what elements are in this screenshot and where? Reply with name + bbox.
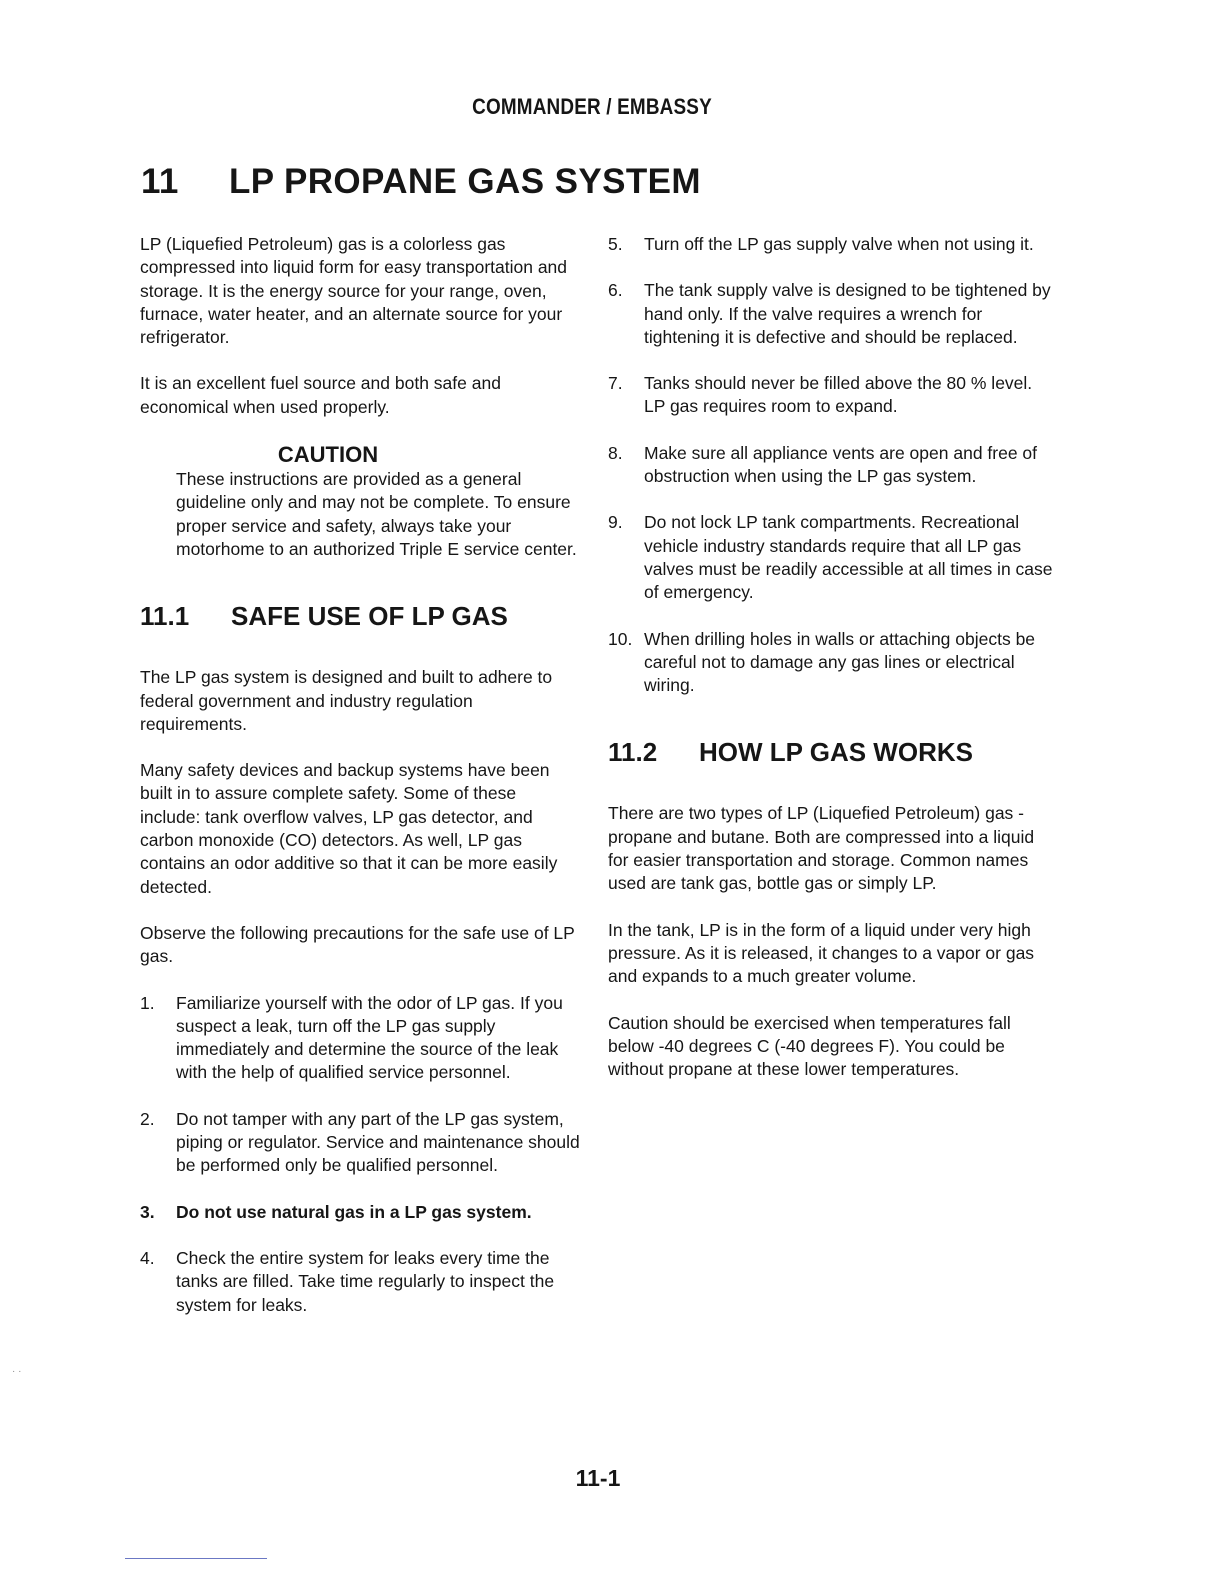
section-1-paragraph-3: Observe the following precautions for the safe use of LP gas.	[140, 922, 575, 967]
section-2-paragraph-3: Caution should be exercised when temperatures fall below -40 degrees C (-40 degrees F). You could be without propane at these lower temperatures.	[608, 1012, 1011, 1080]
list-marker: 10.	[608, 628, 633, 649]
footer-rule	[125, 1558, 267, 1559]
right-column	[608, 233, 1058, 1104]
list-marker: 6.	[608, 280, 623, 301]
list-item	[140, 1108, 580, 1178]
intro-paragraph-1: LP (Liquefied Petroleum) gas is a colorless gas compressed into liquid form for easy transportation and storage. It is the energy source for your range, oven, furnace, water heater, and an alternate source for your refrigerator.	[140, 234, 568, 348]
list-item	[140, 1247, 580, 1317]
section-2-paragraph-1: There are two types of LP (Liquefied Petroleum) gas - propane and butane. Both are compressed into a liquid for easier transportation and storage. Common names used are tank gas, bottle gas or simply LP.	[608, 803, 1035, 894]
section-title: HOW LP GAS WORKS	[699, 737, 973, 768]
intro-paragraph-2: It is an excellent fuel source and both safe and economical when used properly.	[140, 373, 501, 417]
list-item	[608, 233, 1058, 256]
precautions-list-part-1	[140, 992, 580, 1317]
list-item-text: Familiarize yourself with the odor of LP gas. If you suspect a leak, turn off the LP gas supply immediately and determine the source of the leak with the help of qualified service personnel.	[176, 992, 563, 1083]
precautions-list-part-2	[608, 233, 1058, 697]
list-marker: 7.	[608, 373, 623, 394]
list-item-text: Turn off the LP gas supply valve when not using it.	[644, 234, 1034, 254]
list-item	[608, 372, 1058, 419]
list-item-text: The tank supply valve is designed to be tightened by hand only. If the valve requires a wrench for tightening it is defective and should be replaced.	[644, 280, 1051, 347]
list-marker: 9.	[608, 512, 623, 533]
list-item	[140, 992, 580, 1085]
list-marker: 3.	[140, 1201, 155, 1222]
section-heading-11-2	[608, 737, 1058, 767]
section-2-paragraph-2: In the tank, LP is in the form of a liquid under very high pressure. As it is released, it changes to a vapor or gas and expands to a much greater volume.	[608, 919, 1035, 987]
list-marker: 5.	[608, 234, 623, 254]
list-marker: 4.	[140, 1247, 155, 1268]
list-marker: 2.	[140, 1108, 155, 1129]
page-number: 11-1	[575, 1465, 621, 1491]
list-item-text: Tanks should never be filled above the 80 % level. LP gas requires room to expand.	[644, 373, 1033, 417]
list-item	[608, 511, 1058, 604]
section-1-paragraph-1: The LP gas system is designed and built to adhere to federal government and industry regulation requirements.	[140, 667, 553, 734]
list-marker: 8.	[608, 442, 623, 463]
list-item-text: Do not lock LP tank compartments. Recreational vehicle industry standards require that all LP gas valves must be readily accessible at all times in case of emergency.	[644, 512, 1053, 603]
list-item-text: Do not use natural gas in a LP gas system.	[176, 1201, 532, 1222]
caution-body: These instructions are provided as a general guideline only and may not be complete. To ensure proper service and safety, always take your motorhome to an authorized Triple E service center.	[176, 469, 577, 559]
chapter-title-text: LP PROPANE GAS SYSTEM	[229, 162, 701, 201]
section-title: SAFE USE OF LP GAS	[231, 601, 508, 632]
list-item	[608, 279, 1058, 349]
left-column	[140, 233, 580, 1340]
list-marker: 1.	[140, 992, 155, 1013]
section-number: 11.2	[608, 737, 658, 768]
section-1-paragraph-2: Many safety devices and backup systems have been built in to assure complete safety. Some of these include: tank overflow valves, LP gas detector, and carbon monoxide (CO) detectors. As well, LP gas contains an odor additive so that it can be more easily detected.	[140, 760, 558, 897]
chapter-number: 11	[141, 162, 179, 201]
list-item	[608, 442, 1058, 489]
list-item-text: Check the entire system for leaks every time the tanks are filled. Take time regularly to inspect the system for leaks.	[176, 1247, 555, 1315]
list-item	[608, 628, 1058, 698]
caution-heading: CAUTION	[277, 442, 379, 468]
list-item-text: When drilling holes in walls or attaching objects be careful not to damage any gas lines or electrical wiring.	[644, 628, 1036, 696]
list-item-text: Do not tamper with any part of the LP gas system, piping or regulator. Service and maintenance should be performed only be qualified personnel.	[176, 1108, 580, 1176]
chapter-title	[141, 162, 701, 202]
list-item-text: Make sure all appliance vents are open and free of obstruction when using the LP gas system.	[644, 442, 1038, 487]
section-number: 11.1	[140, 601, 190, 632]
section-heading-11-1	[140, 601, 580, 631]
running-header: COMMANDER / EMBASSY	[472, 94, 712, 119]
scan-speck: · ·	[12, 1366, 22, 1377]
list-item	[140, 1201, 580, 1224]
